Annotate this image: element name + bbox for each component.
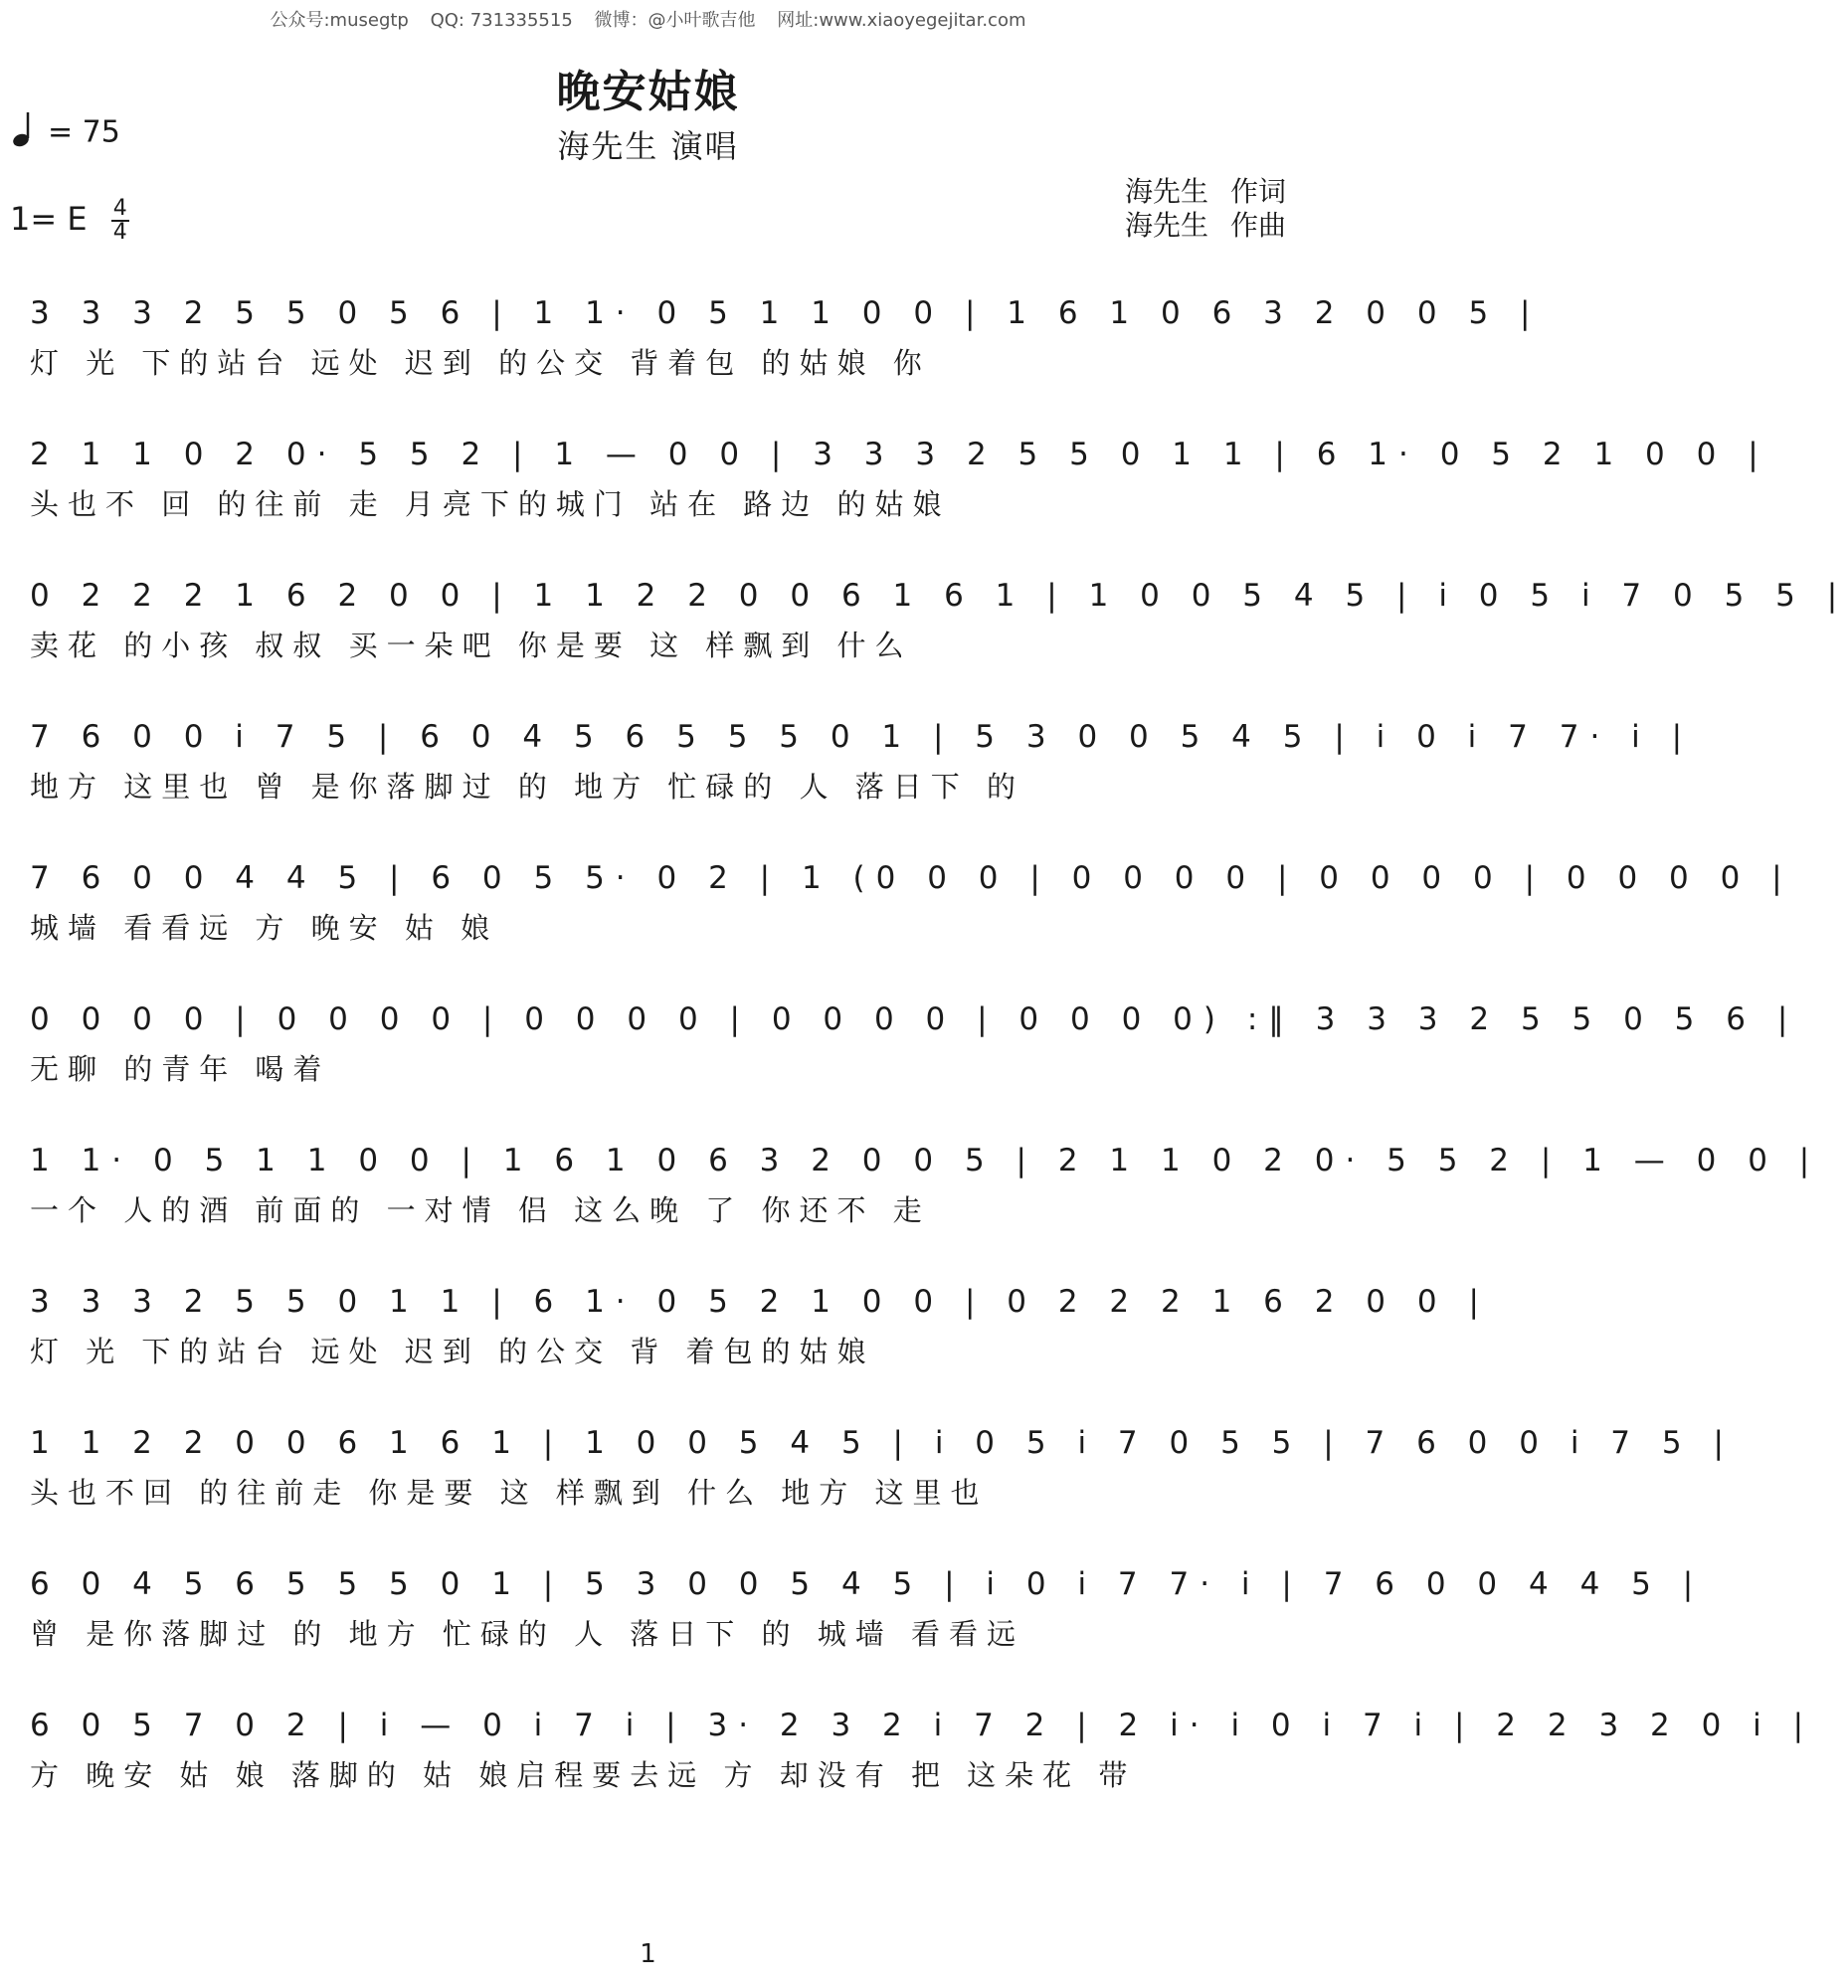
weibo-account: 微博：@小叶歌吉他 bbox=[594, 10, 756, 31]
lyric-line: 曾 是你落脚过 的 地方 忙碌的 人 落日下 的 城墙 看看远 bbox=[30, 1617, 1024, 1651]
score-row-8 bbox=[30, 1277, 1490, 1396]
notation-line: 0 2 2 2 1 6 2 0 0 | 1 1 2 2 0 0 6 1 6 1 | 1 0 0 5 4 5 | i 0 5 i 7 0 5 5 | bbox=[30, 578, 1848, 614]
lyric-line: 灯 光 下的站台 远处 迟到 的公交 背着包 的姑娘 你 bbox=[30, 346, 931, 380]
score-row-4 bbox=[30, 712, 1694, 831]
credits bbox=[1103, 175, 1286, 243]
score-row-1 bbox=[30, 288, 1542, 408]
score-row-5 bbox=[30, 853, 1793, 973]
notation-line: 6 0 4 5 6 5 5 5 0 1 | 5 3 0 0 5 4 5 | i 0 i 7 7· i | 7 6 0 0 4 4 5 | bbox=[30, 1566, 1705, 1602]
notation-line: 3 3 3 2 5 5 0 5 6 | 1 1· 0 5 1 1 0 0 | 1 6 1 0 6 3 2 0 0 5 | bbox=[30, 295, 1542, 331]
tempo-marking bbox=[12, 111, 120, 155]
lyric-line: 城墙 看看远 方 晚安 姑 娘 bbox=[30, 911, 499, 945]
notation-line: 1 1· 0 5 1 1 0 0 | 1 6 1 0 6 3 2 0 0 5 | 2 1 1 0 2 0· 5 5 2 | 1 — 0 0 | bbox=[30, 1143, 1821, 1178]
lyric-line: 地方 这里也 曾 是你落脚过 的 地方 忙碌的 人 落日下 的 bbox=[30, 770, 1024, 804]
notation-line: 7 6 0 0 4 4 5 | 6 0 5 5· 0 2 | 1 (0 0 0 | 0 0 0 0 | 0 0 0 0 | 0 0 0 0 | bbox=[30, 860, 1793, 896]
lyricist-credit: 海先生 作词 bbox=[1124, 175, 1286, 208]
notation-line: 1 1 2 2 0 0 6 1 6 1 | 1 0 0 5 4 5 | i 0 5 i 7 0 5 5 | 7 6 0 0 i 7 5 | bbox=[30, 1425, 1735, 1461]
lyric-line: 无聊 的青年 喝着 bbox=[30, 1052, 331, 1086]
qq-number: QQ: 731335515 bbox=[430, 10, 573, 31]
score-row-9 bbox=[30, 1418, 1735, 1537]
score-row-3 bbox=[30, 571, 1848, 690]
notation-line: 3 3 3 2 5 5 0 1 1 | 6 1· 0 5 2 1 0 0 | 0 2 2 2 1 6 2 0 0 | bbox=[30, 1284, 1490, 1320]
song-title: 晚安姑娘 bbox=[556, 67, 740, 117]
score-row-11 bbox=[30, 1701, 1815, 1820]
notation-line: 6 0 5 7 0 2 | i — 0 i 7 i | 3· 2 3 2 i 7 2 | 2 i· i 0 i 7 i | 2 2 3 2 0 i | bbox=[30, 1708, 1815, 1743]
wechat-account: 公众号:musegtp bbox=[270, 10, 409, 31]
lyric-line: 一个 人的酒 前面的 一对情 侣 这么晚 了 你还不 走 bbox=[30, 1193, 931, 1227]
score-row-10 bbox=[30, 1559, 1705, 1679]
lyric-line: 方 晚安 姑 娘 落脚的 姑 娘启程要去远 方 却没有 把 这朵花 带 bbox=[30, 1758, 1137, 1792]
page-number: 1 bbox=[640, 1939, 656, 1969]
lyric-line: 卖花 的小孩 叔叔 买一朵吧 你是要 这 样飘到 什么 bbox=[30, 629, 913, 662]
time-signature bbox=[111, 196, 129, 245]
score-row-7 bbox=[30, 1136, 1821, 1255]
notation-line: 7 6 0 0 i 7 5 | 6 0 4 5 6 5 5 5 0 1 | 5 3 0 0 5 4 5 | i 0 i 7 7· i | bbox=[30, 719, 1694, 755]
composer-credit: 海先生 作曲 bbox=[1124, 209, 1286, 242]
time-signature-top: 4 bbox=[112, 196, 127, 221]
notation-line: 0 0 0 0 | 0 0 0 0 | 0 0 0 0 | 0 0 0 0 | 0 0 0 0) :‖ 3 3 3 2 5 5 0 5 6 | bbox=[30, 1001, 1799, 1037]
lyric-line: 头也不回 的往前走 你是要 这 样飘到 什么 地方 这里也 bbox=[30, 1476, 989, 1510]
tempo-value: = 75 bbox=[48, 114, 120, 150]
website[interactable]: 网址:www.xiaoyegejitar.com bbox=[777, 10, 1026, 31]
time-signature-bottom: 4 bbox=[112, 220, 127, 245]
notation-line: 2 1 1 0 2 0· 5 5 2 | 1 — 0 0 | 3 3 3 2 5 5 0 1 1 | 6 1· 0 5 2 1 0 0 | bbox=[30, 437, 1769, 472]
key-signature bbox=[10, 196, 129, 245]
score-row-6 bbox=[30, 994, 1799, 1114]
singer-line: 海先生 演唱 bbox=[557, 127, 739, 165]
header-line bbox=[0, 6, 1296, 32]
score-row-2 bbox=[30, 430, 1769, 549]
lyric-line: 头也不 回 的往前 走 月亮下的城门 站在 路边 的姑娘 bbox=[30, 487, 951, 521]
lyric-line: 灯 光 下的站台 远处 迟到 的公交 背 着包的姑娘 bbox=[30, 1335, 875, 1368]
quarter-note-icon bbox=[12, 111, 34, 155]
key-label: 1= E bbox=[10, 200, 88, 238]
